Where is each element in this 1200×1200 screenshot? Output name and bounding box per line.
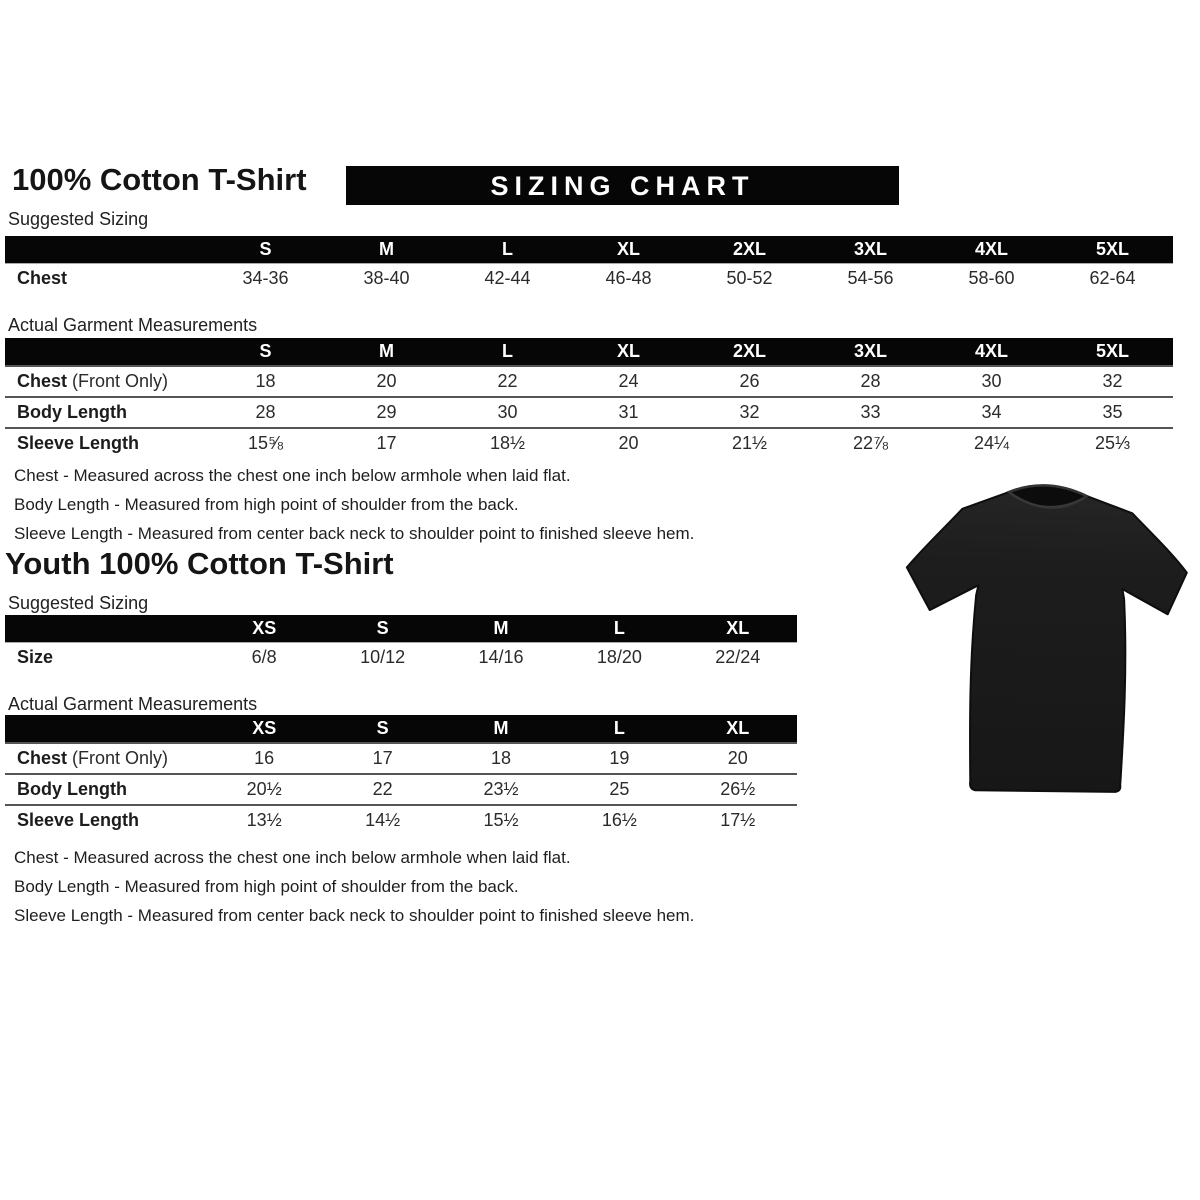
note-line: Chest - Measured across the chest one inch below armhole when laid flat. [14,466,571,485]
size-column-header: XL [568,236,689,264]
youth-suggested-sizing-label: Suggested Sizing [8,593,149,613]
table-header-row [5,338,1173,366]
cell-value: 17 [326,428,447,458]
youth-measurement-notes [14,843,694,930]
label-column-header [5,715,205,743]
cell-value: 32 [1052,366,1173,397]
cell-value: 32 [689,397,810,428]
table-row [5,743,797,774]
cell-value: 14½ [323,805,441,835]
cell-value: 29 [326,397,447,428]
cell-value: 21½ [689,428,810,458]
cell-value: 22 [323,774,441,805]
table-header-row [5,715,797,743]
cell-value: 6/8 [251,647,277,667]
cell-value: 20 [568,428,689,458]
size-column-header: XL [679,615,797,643]
youth-title: Youth 100% Cotton T-Shirt [5,546,394,581]
cell-value: 18/20 [596,647,642,667]
cell-value: 17 [323,743,441,774]
label-column-header [5,236,205,264]
cell-value: 34-36 [242,268,289,288]
cell-value: 15½ [442,805,560,835]
adult-suggested-sizing-table [5,236,1173,293]
cell-value: 18 [442,743,560,774]
row-label: Chest [17,268,68,288]
cell-value: 18 [205,366,326,397]
cell-value: 26 [689,366,810,397]
cell-value: 24 [568,366,689,397]
table-row [5,805,797,835]
cell-value: 15⅝ [205,428,326,458]
note-line: Body Length - Measured from high point of shoulder from the back. [14,877,519,896]
cell-value: 28 [205,397,326,428]
size-column-header: XS [205,715,323,743]
adult-measurement-notes [14,461,694,548]
table-header-row [5,615,797,643]
size-column-header: L [447,236,568,264]
note-line: Sleeve Length - Measured from center back neck to shoulder point to finished sleeve hem. [14,524,695,543]
adult-suggested-sizing-label: Suggested Sizing [8,209,149,229]
size-column-header: 2XL [689,236,810,264]
page-title: 100% Cotton T-Shirt [12,162,307,197]
cell-value: 22/24 [715,647,761,667]
cell-value: 20½ [205,774,323,805]
youth-actual-measurements-label: Actual Garment Measurements [8,694,258,714]
cell-value: 22 [447,366,568,397]
cell-value: 20 [679,743,797,774]
row-label: Sleeve Length [5,428,205,458]
size-column-header: 5XL [1052,236,1173,264]
size-column-header: S [323,615,441,643]
sizing-chart-banner: SIZING CHART [346,166,899,205]
size-column-header: L [447,338,568,366]
row-label: Size [17,647,54,667]
size-column-header: M [326,236,447,264]
size-column-header: M [326,338,447,366]
size-column-header: M [442,615,560,643]
youth-actual-measurements-table [5,715,797,835]
cell-value: 38-40 [363,268,410,288]
size-column-header: S [323,715,441,743]
cell-value: 33 [810,397,931,428]
size-column-header: 3XL [810,338,931,366]
size-column-header: M [442,715,560,743]
cell-value: 19 [560,743,678,774]
table-row [5,643,797,673]
cell-value: 23½ [442,774,560,805]
cell-value: 30 [447,397,568,428]
cell-value: 46-48 [605,268,652,288]
adult-actual-measurements-label: Actual Garment Measurements [8,315,258,335]
cell-value: 42-44 [484,268,531,288]
cell-value: 13½ [205,805,323,835]
table-row [5,428,1173,458]
size-column-header: 4XL [931,338,1052,366]
size-column-header: S [205,236,326,264]
cell-value: 58-60 [968,268,1015,288]
note-line: Chest - Measured across the chest one inch below armhole when laid flat. [14,848,571,867]
size-column-header: S [205,338,326,366]
cell-value: 30 [931,366,1052,397]
note-line: Body Length - Measured from high point of shoulder from the back. [14,495,519,514]
cell-value: 16½ [560,805,678,835]
cell-value: 62-64 [1089,268,1136,288]
tshirt-image [888,461,1199,819]
cell-value: 31 [568,397,689,428]
black-crew-neck-tshirt-graphic [888,461,1199,819]
cell-value: 25 [560,774,678,805]
size-column-header: XS [205,615,323,643]
row-label: Body Length [5,774,205,805]
youth-suggested-sizing-table [5,615,797,672]
cell-value: 10/12 [360,647,406,667]
label-column-header [5,338,205,366]
cell-value: 50-52 [726,268,773,288]
row-label: Sleeve Length [5,805,205,835]
row-label: Chest (Front Only) [5,366,205,397]
size-column-header: XL [679,715,797,743]
cell-value: 24¼ [931,428,1052,458]
note-line: Sleeve Length - Measured from center back neck to shoulder point to finished sleeve hem. [14,906,695,925]
cell-value: 20 [326,366,447,397]
cell-value: 22⅞ [810,428,931,458]
table-row [5,774,797,805]
adult-actual-measurements-table [5,338,1173,458]
size-column-header: 4XL [931,236,1052,264]
row-label: Chest (Front Only) [5,743,205,774]
size-column-header: 5XL [1052,338,1173,366]
cell-value: 28 [810,366,931,397]
cell-value: 26½ [679,774,797,805]
cell-value: 25⅓ [1052,428,1173,458]
table-row [5,397,1173,428]
row-label: Body Length [5,397,205,428]
cell-value: 18½ [447,428,568,458]
size-column-header: L [560,715,678,743]
cell-value: 17½ [679,805,797,835]
size-column-header: L [560,615,678,643]
size-column-header: 3XL [810,236,931,264]
size-column-header: XL [568,338,689,366]
cell-value: 16 [205,743,323,774]
cell-value: 54-56 [847,268,894,288]
cell-value: 14/16 [478,647,524,667]
size-column-header: 2XL [689,338,810,366]
cell-value: 34 [931,397,1052,428]
label-column-header [5,615,205,643]
table-header-row [5,236,1173,264]
cell-value: 35 [1052,397,1173,428]
table-row [5,264,1173,294]
table-row [5,366,1173,397]
